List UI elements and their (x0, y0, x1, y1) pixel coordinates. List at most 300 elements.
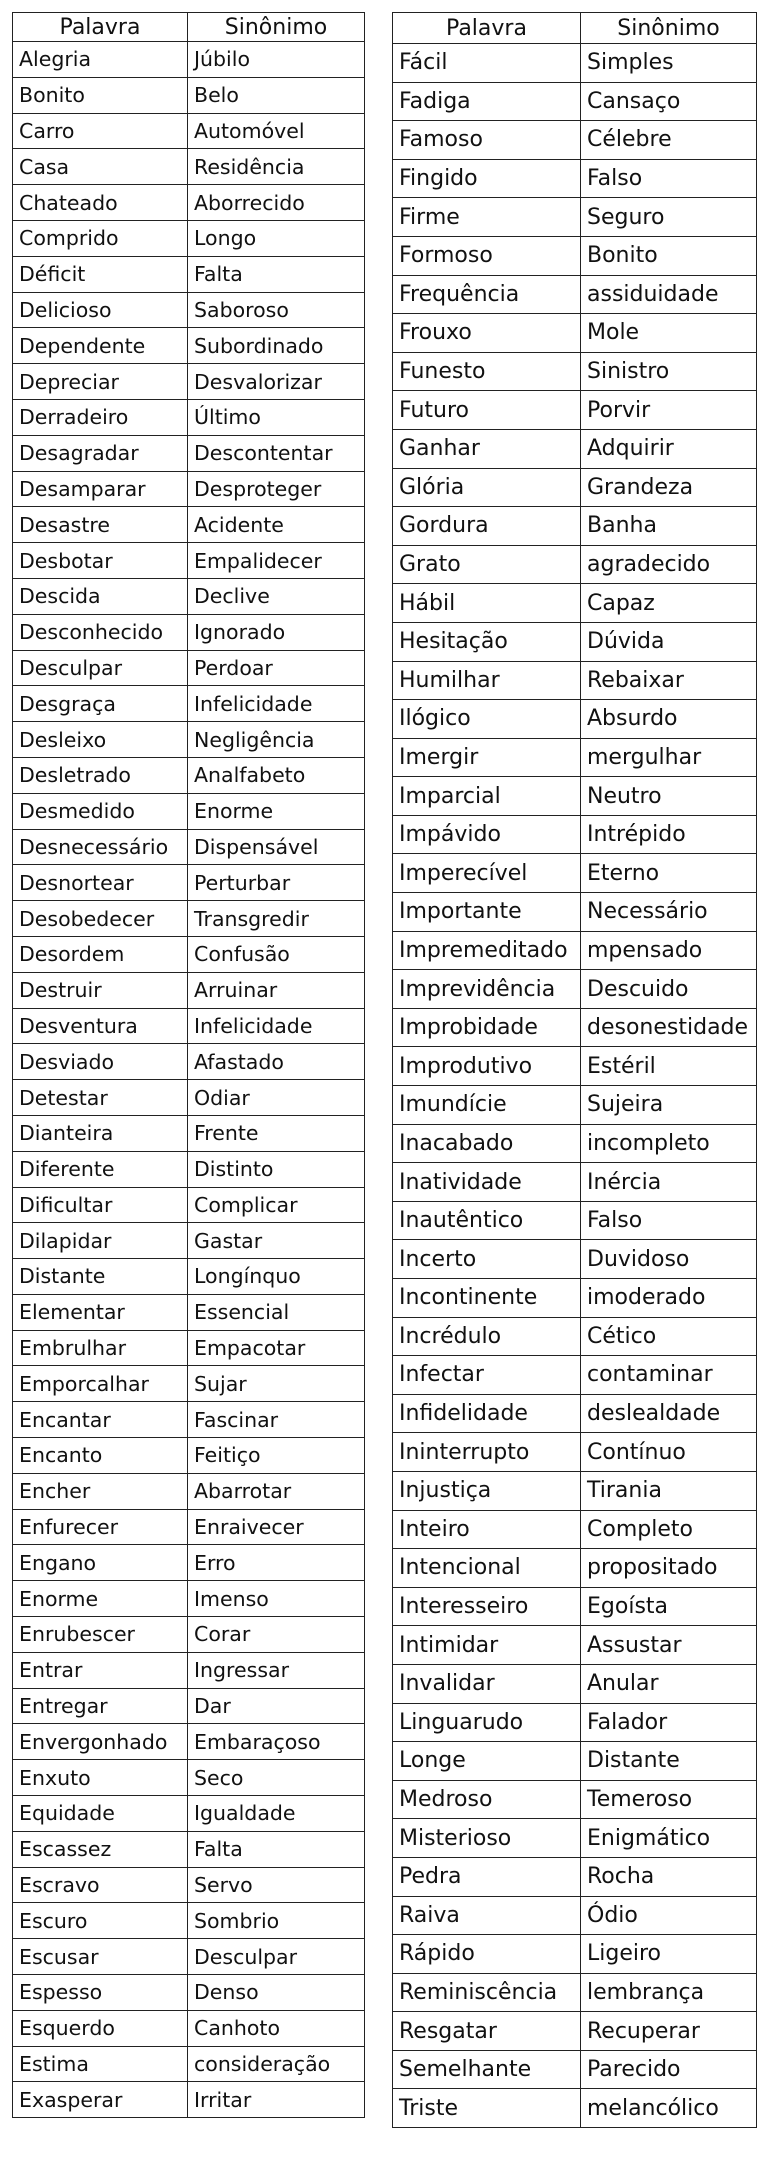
word-cell: Incrédulo (393, 1317, 581, 1356)
synonym-cell: Estéril (581, 1047, 757, 1086)
table-row (393, 1047, 757, 1086)
synonym-cell: Eterno (581, 854, 757, 893)
table-row (13, 793, 365, 829)
word-cell: Imergir (393, 738, 581, 777)
synonym-cell: Tirania (581, 1471, 757, 1510)
word-cell: Longe (393, 1742, 581, 1781)
table-row (13, 722, 365, 758)
table-row (393, 1471, 757, 1510)
word-cell: Dificultar (13, 1187, 188, 1223)
table-row (393, 1356, 757, 1395)
synonym-cell: Arruinar (188, 972, 365, 1008)
word-cell: Fingido (393, 159, 581, 198)
word-cell: Rápido (393, 1935, 581, 1974)
synonym-cell: Analfabeto (188, 757, 365, 793)
word-cell: Reminiscência (393, 1973, 581, 2012)
synonym-cell: Recuperar (581, 2012, 757, 2051)
table-row (13, 113, 365, 149)
synonym-cell: melancólico (581, 2089, 757, 2128)
table-row (13, 1831, 365, 1867)
table-row (393, 1124, 757, 1163)
synonym-table-left (12, 12, 365, 2118)
synonym-cell: Duvidoso (581, 1240, 757, 1279)
word-cell: Invalidar (393, 1664, 581, 1703)
word-cell: Equidade (13, 1796, 188, 1832)
word-cell: Misterioso (393, 1819, 581, 1858)
synonym-cell: Sombrio (188, 1903, 365, 1939)
word-cell: Dependente (13, 328, 188, 364)
synonym-cell: Frente (188, 1115, 365, 1151)
synonym-cell: Automóvel (188, 113, 365, 149)
word-cell: Grato (393, 545, 581, 584)
word-cell: Importante (393, 893, 581, 932)
table-row (393, 82, 757, 121)
table-row (13, 1581, 365, 1617)
table-row (13, 578, 365, 614)
table-row (13, 1151, 365, 1187)
table-row (13, 77, 365, 113)
word-cell: Ilógico (393, 700, 581, 739)
synonym-cell: Transgredir (188, 901, 365, 937)
table-row (13, 2010, 365, 2046)
table-row (13, 471, 365, 507)
synonym-cell: Saboroso (188, 292, 365, 328)
synonym-cell: Irritar (188, 2082, 365, 2118)
table-row (13, 936, 365, 972)
synonym-cell: Canhoto (188, 2010, 365, 2046)
word-cell: Glória (393, 468, 581, 507)
synonym-cell: Dispensável (188, 829, 365, 865)
synonym-cell: Empalidecer (188, 543, 365, 579)
table-row (13, 1044, 365, 1080)
table-row (13, 399, 365, 435)
word-cell: Dianteira (13, 1115, 188, 1151)
word-cell: Inacabado (393, 1124, 581, 1163)
word-cell: Descida (13, 578, 188, 614)
synonym-cell: Último (188, 399, 365, 435)
table-row (13, 650, 365, 686)
word-cell: Dilapidar (13, 1223, 188, 1259)
table-row (13, 1187, 365, 1223)
table-row (13, 829, 365, 865)
synonym-cell: Bonito (581, 236, 757, 275)
word-cell: Frequência (393, 275, 581, 314)
word-cell: Gordura (393, 507, 581, 546)
table-row (393, 584, 757, 623)
synonym-cell: Simples (581, 44, 757, 83)
header-word: Palavra (393, 13, 581, 44)
table-row (393, 44, 757, 83)
word-cell: Imundície (393, 1086, 581, 1125)
table-row (13, 1330, 365, 1366)
table-row (393, 1201, 757, 1240)
synonym-cell: Assustar (581, 1626, 757, 1665)
word-cell: Enrubescer (13, 1617, 188, 1653)
word-cell: Triste (393, 2089, 581, 2128)
table-row (393, 1664, 757, 1703)
synonym-cell: Temeroso (581, 1780, 757, 1819)
table-row (393, 1587, 757, 1626)
word-cell: Desnecessário (13, 829, 188, 865)
word-cell: Imparcial (393, 777, 581, 816)
table-row (393, 429, 757, 468)
table-row (393, 1510, 757, 1549)
table-row (13, 1796, 365, 1832)
synonym-cell: Distinto (188, 1151, 365, 1187)
word-cell: Emporcalhar (13, 1366, 188, 1402)
synonym-cell: Distante (581, 1742, 757, 1781)
header-word: Palavra (13, 13, 188, 42)
word-cell: Escravo (13, 1867, 188, 1903)
table-row (393, 777, 757, 816)
word-cell: Intencional (393, 1549, 581, 1588)
table-row (13, 1975, 365, 2011)
word-cell: Derradeiro (13, 399, 188, 435)
table-row (13, 614, 365, 650)
word-cell: Hesitação (393, 622, 581, 661)
table-row (13, 865, 365, 901)
word-cell: Incontinente (393, 1279, 581, 1318)
synonym-table-right (392, 12, 757, 2128)
table-row (13, 972, 365, 1008)
table-row (393, 738, 757, 777)
synonym-cell: assiduidade (581, 275, 757, 314)
word-cell: Impremeditado (393, 931, 581, 970)
table-row (393, 121, 757, 160)
word-cell: Desculpar (13, 650, 188, 686)
synonym-cell: Igualdade (188, 1796, 365, 1832)
table-row (13, 220, 365, 256)
synonym-cell: incompleto (581, 1124, 757, 1163)
word-cell: Fácil (393, 44, 581, 83)
synonym-cell: imoderado (581, 1279, 757, 1318)
word-cell: Engano (13, 1545, 188, 1581)
synonym-cell: Egoísta (581, 1587, 757, 1626)
synonym-cell: Sujar (188, 1366, 365, 1402)
synonym-cell: Falador (581, 1703, 757, 1742)
synonym-cell: Desculpar (188, 1939, 365, 1975)
synonym-cell: lembrança (581, 1973, 757, 2012)
word-cell: Humilhar (393, 661, 581, 700)
table-row (13, 1617, 365, 1653)
table-row (13, 2082, 365, 2118)
word-cell: Frouxo (393, 314, 581, 353)
table-row (393, 507, 757, 546)
word-cell: Pedra (393, 1857, 581, 1896)
synonym-cell: Subordinado (188, 328, 365, 364)
synonym-cell: Falso (581, 1201, 757, 1240)
table-row (13, 507, 365, 543)
word-cell: Ininterrupto (393, 1433, 581, 1472)
word-cell: Carro (13, 113, 188, 149)
synonym-cell: Infelicidade (188, 686, 365, 722)
word-cell: Desastre (13, 507, 188, 543)
word-cell: Desviado (13, 1044, 188, 1080)
table-row (13, 686, 365, 722)
table-row (393, 1086, 757, 1125)
synonym-cell: Capaz (581, 584, 757, 623)
word-cell: Medroso (393, 1780, 581, 1819)
table-row (13, 1115, 365, 1151)
table-row (393, 1279, 757, 1318)
word-cell: Intimidar (393, 1626, 581, 1665)
table-row (13, 1294, 365, 1330)
word-cell: Improbidade (393, 1008, 581, 1047)
word-cell: Enfurecer (13, 1509, 188, 1545)
word-cell: Formoso (393, 236, 581, 275)
table-row (13, 1223, 365, 1259)
synonym-cell: Ingressar (188, 1652, 365, 1688)
synonym-cell: Absurdo (581, 700, 757, 739)
word-cell: Entrar (13, 1652, 188, 1688)
word-cell: Déficit (13, 256, 188, 292)
table-row (393, 198, 757, 237)
table-row (13, 42, 365, 78)
table-row (13, 1867, 365, 1903)
table-row (393, 1394, 757, 1433)
table-row (393, 700, 757, 739)
table-row (393, 970, 757, 1009)
table-row (393, 2089, 757, 2128)
table-row (13, 1008, 365, 1044)
synonym-cell: Longo (188, 220, 365, 256)
synonym-cell: Intrépido (581, 815, 757, 854)
word-cell: Funesto (393, 352, 581, 391)
word-cell: Desgraça (13, 686, 188, 722)
table-row (13, 364, 365, 400)
synonym-cell: Falso (581, 159, 757, 198)
word-cell: Espesso (13, 1975, 188, 2011)
table-row (393, 468, 757, 507)
synonym-cell: Inércia (581, 1163, 757, 1202)
synonym-cell: propositado (581, 1549, 757, 1588)
word-cell: Desnortear (13, 865, 188, 901)
table-row (13, 1509, 365, 1545)
word-cell: Inautêntico (393, 1201, 581, 1240)
synonym-cell: Infelicidade (188, 1008, 365, 1044)
synonym-cell: Abarrotar (188, 1473, 365, 1509)
word-cell: Envergonhado (13, 1724, 188, 1760)
word-cell: Enorme (13, 1581, 188, 1617)
table-row (393, 1240, 757, 1279)
table-row (13, 1438, 365, 1474)
synonym-cell: Sinistro (581, 352, 757, 391)
word-cell: Infidelidade (393, 1394, 581, 1433)
table-row (13, 1903, 365, 1939)
table-row (393, 1819, 757, 1858)
table-row (13, 1652, 365, 1688)
table-header-row (13, 13, 365, 42)
table-row (393, 1317, 757, 1356)
table-row (13, 292, 365, 328)
table-row (13, 1402, 365, 1438)
word-cell: Encher (13, 1473, 188, 1509)
synonym-cell: Célebre (581, 121, 757, 160)
table-row (393, 1780, 757, 1819)
synonym-cell: Ódio (581, 1896, 757, 1935)
synonym-cell: Belo (188, 77, 365, 113)
synonym-cell: agradecido (581, 545, 757, 584)
table-row (393, 352, 757, 391)
word-cell: Semelhante (393, 2050, 581, 2089)
synonym-cell: Acidente (188, 507, 365, 543)
table-row (393, 314, 757, 353)
word-cell: Casa (13, 149, 188, 185)
word-cell: Chateado (13, 185, 188, 221)
table-row (393, 1626, 757, 1665)
word-cell: Escusar (13, 1939, 188, 1975)
word-cell: Desagradar (13, 435, 188, 471)
word-cell: Destruir (13, 972, 188, 1008)
word-cell: Infectar (393, 1356, 581, 1395)
word-cell: Desobedecer (13, 901, 188, 937)
synonym-cell: Declive (188, 578, 365, 614)
word-cell: Raiva (393, 1896, 581, 1935)
table-row (13, 149, 365, 185)
synonym-cell: Ligeiro (581, 1935, 757, 1974)
synonym-cell: Corar (188, 1617, 365, 1653)
word-cell: Alegria (13, 42, 188, 78)
word-cell: Estima (13, 2046, 188, 2082)
synonym-cell: Enorme (188, 793, 365, 829)
synonym-cell: Fascinar (188, 1402, 365, 1438)
synonym-cell: Cético (581, 1317, 757, 1356)
word-cell: Desmedido (13, 793, 188, 829)
synonym-cell: Odiar (188, 1080, 365, 1116)
word-cell: Exasperar (13, 2082, 188, 2118)
synonym-cell: Desvalorizar (188, 364, 365, 400)
word-cell: Escuro (13, 1903, 188, 1939)
word-cell: Injustiça (393, 1471, 581, 1510)
table-row (393, 1935, 757, 1974)
synonym-cell: Denso (188, 1975, 365, 2011)
table-row (393, 2012, 757, 2051)
word-cell: Improdutivo (393, 1047, 581, 1086)
table-row (13, 1473, 365, 1509)
table-row (13, 256, 365, 292)
word-cell: Incerto (393, 1240, 581, 1279)
word-cell: Diferente (13, 1151, 188, 1187)
word-cell: Elementar (13, 1294, 188, 1330)
synonym-cell: Confusão (188, 936, 365, 972)
table-row (13, 757, 365, 793)
word-cell: Depreciar (13, 364, 188, 400)
table-row (13, 328, 365, 364)
word-cell: Escassez (13, 1831, 188, 1867)
synonym-cell: Aborrecido (188, 185, 365, 221)
synonym-cell: Descuido (581, 970, 757, 1009)
word-cell: Desventura (13, 1008, 188, 1044)
synonym-cell: desonestidade (581, 1008, 757, 1047)
synonym-cell: Desproteger (188, 471, 365, 507)
synonym-cell: mergulhar (581, 738, 757, 777)
synonym-cell: Negligência (188, 722, 365, 758)
table-row (393, 1973, 757, 2012)
word-cell: Impávido (393, 815, 581, 854)
word-cell: Bonito (13, 77, 188, 113)
table-row (393, 893, 757, 932)
synonym-cell: mpensado (581, 931, 757, 970)
synonym-cell: Embaraçoso (188, 1724, 365, 1760)
synonym-cell: Mole (581, 314, 757, 353)
table-row (393, 1008, 757, 1047)
synonym-cell: Dúvida (581, 622, 757, 661)
synonym-cell: Falta (188, 1831, 365, 1867)
table-row (13, 185, 365, 221)
word-cell: Resgatar (393, 2012, 581, 2051)
synonym-cell: Residência (188, 149, 365, 185)
synonym-cell: Adquirir (581, 429, 757, 468)
word-cell: Enxuto (13, 1760, 188, 1796)
table-row (393, 1857, 757, 1896)
word-cell: Inteiro (393, 1510, 581, 1549)
word-cell: Esquerdo (13, 2010, 188, 2046)
word-cell: Imperecível (393, 854, 581, 893)
synonym-cell: Imenso (188, 1581, 365, 1617)
table-row (393, 1433, 757, 1472)
synonym-cell: Ignorado (188, 614, 365, 650)
word-cell: Encantar (13, 1402, 188, 1438)
table-row (393, 391, 757, 430)
word-cell: Famoso (393, 121, 581, 160)
word-cell: Detestar (13, 1080, 188, 1116)
word-cell: Comprido (13, 220, 188, 256)
synonym-cell: Feitiço (188, 1438, 365, 1474)
synonym-cell: consideração (188, 2046, 365, 2082)
synonym-cell: Parecido (581, 2050, 757, 2089)
synonym-cell: Banha (581, 507, 757, 546)
synonym-cell: Servo (188, 1867, 365, 1903)
synonym-cell: Júbilo (188, 42, 365, 78)
table-header-row (393, 13, 757, 44)
table-row (13, 1080, 365, 1116)
table-row (393, 2050, 757, 2089)
synonym-cell: Necessário (581, 893, 757, 932)
table-row (13, 1724, 365, 1760)
synonym-cell: Anular (581, 1664, 757, 1703)
synonym-cell: Neutro (581, 777, 757, 816)
synonym-cell: Rebaixar (581, 661, 757, 700)
word-cell: Fadiga (393, 82, 581, 121)
synonym-cell: Seco (188, 1760, 365, 1796)
word-cell: Hábil (393, 584, 581, 623)
table-row (393, 1896, 757, 1935)
table-row (393, 545, 757, 584)
table-row (13, 1760, 365, 1796)
synonym-cell: Rocha (581, 1857, 757, 1896)
word-cell: Desordem (13, 936, 188, 972)
table-row (393, 275, 757, 314)
table-row (13, 1366, 365, 1402)
table-row (13, 543, 365, 579)
word-cell: Desamparar (13, 471, 188, 507)
synonym-cell: Gastar (188, 1223, 365, 1259)
table-row (393, 661, 757, 700)
synonym-cell: Afastado (188, 1044, 365, 1080)
table-row (13, 2046, 365, 2082)
table-row (393, 236, 757, 275)
table-row (393, 622, 757, 661)
table-row (393, 1703, 757, 1742)
synonym-cell: Perdoar (188, 650, 365, 686)
header-synonym: Sinônimo (188, 13, 365, 42)
table-row (393, 854, 757, 893)
synonym-cell: Perturbar (188, 865, 365, 901)
word-cell: Desletrado (13, 757, 188, 793)
word-cell: Desconhecido (13, 614, 188, 650)
word-cell: Imprevidência (393, 970, 581, 1009)
synonym-cell: Descontentar (188, 435, 365, 471)
